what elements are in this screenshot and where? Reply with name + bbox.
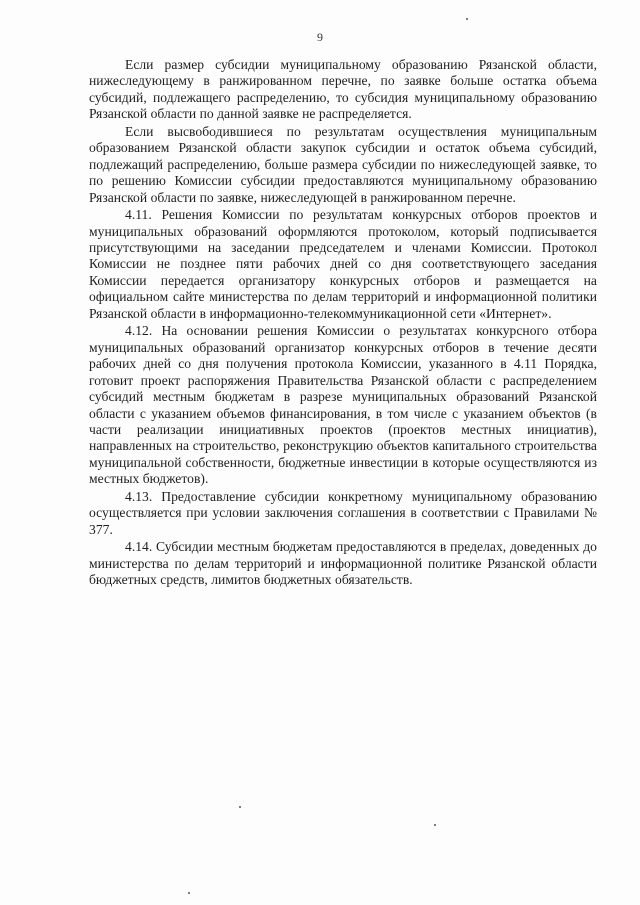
scan-speck [239,806,241,808]
scan-speck [188,892,190,894]
paragraph-4-13: 4.13. Предоставление субсидии конкретному муниципальному образованию осуществляется при условии заключения соглашения в соответствии с Правилами № 377. [89,488,597,537]
scan-speck [434,824,436,826]
page-number: 9 [317,30,323,44]
paragraph-4-14: 4.14. Субсидии местным бюджетам предоставляются в пределах, доведенных до министерства по делам территорий и информационной политике Рязанской области бюджетных средств, лимитов бюджетных обязательств. [89,539,597,588]
paragraph-subsidy-remainder: Если размер субсидии муниципальному образованию Рязанской области, нижеследующему в ранжированном перечне, по заявке больше остатка объема субсидий, подлежащего распределению, то субсидия муниципальному образованию Рязанской области по данной заявке не распределяется. [89,57,597,122]
scan-speck [466,18,468,20]
paragraph-4-11: 4.11. Решения Комиссии по результатам конкурсных отборов проектов и муниципальных образований оформляются протоколом, который подписывается присутствующими на заседании председателем и членами Комиссии. Протокол Комиссии не позднее пяти рабочих дней со дня соответствующего заседания Комиссии передается организатору конкурсных отборов и размещается на официальном сайте министерства по делам территорий и информационной политики Рязанской области в информационно-телекоммуникационной сети «Интернет». [89,207,597,321]
paragraph-released-subsidies: Если высвободившиеся по результатам осуществления муниципальным образованием Рязанской области закупок субсидии и остаток объема субсидий, подлежащий распределению, больше размера субсидии по нижеследующей заявке, то по решению Комиссии субсидии предоставляются муниципальному образованию Рязанской области по заявке, нижеследующей в ранжированном перечне. [89,123,597,205]
document-body [89,57,597,590]
paragraph-4-12: 4.12. На основании решения Комиссии о результатах конкурсного отбора муниципальных образований организатор конкурсных отборов в течение десяти рабочих дней со дня получения протокола Комиссии, указанного в 4.11 Порядка, готовит проект распоряжения Правительства Рязанской области с распределением субсидий местным бюджетам в разрезе муниципальных образований Рязанской области с указанием объемов финансирования, в том числе с указанием объектов (в части реализации инициативных проектов (проектов местных инициатив), направленных на строительство, реконструкцию объектов капитального строительства муниципальной собственности, бюджетные инвестиции в которые осуществляются из местных бюджетов). [89,323,597,487]
